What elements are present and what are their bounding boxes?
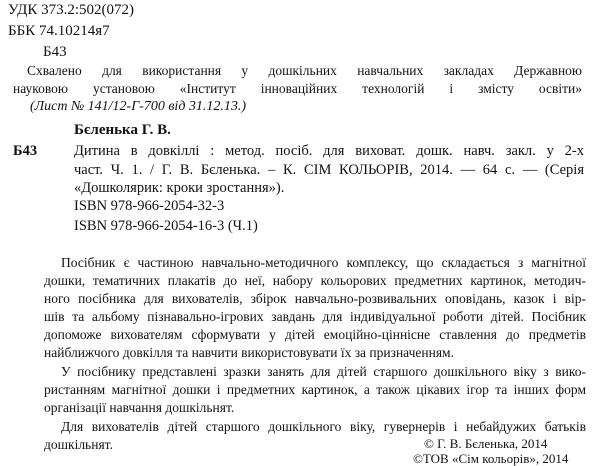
description-p1-line-4: шів та альбому пізнавально-ігрових завдань для індивідуальної роботи дітей. Посібник [44,309,586,324]
bbk-code: ББК 74.10214я7 [8,23,110,39]
approval-line-2: науковою установою «Інститут інноваційних технологій і змісту освіти» [13,81,582,96]
bibliography-line-2: част. Ч. 1. / Г. В. Бєленька. – К. СІМ КОЛЬОРІВ, 2014. — 64 с. — (Серія [74,162,584,178]
description-p2-line-3: організації навчання дошкільнят. [44,400,235,415]
description-p1-line-2: дошки, тематичних плакатів до неї, набору кольорових предметних картинок, методич- [44,273,586,288]
description-p2-line-2: ристанням магнітної дошки і предметних картинок, а також цікавих ігор та інших форм [44,382,586,397]
copyright-publisher: ©ТОВ «Сім кольорів», 2014 [413,451,569,466]
description-p3-line-1: Для вихователів дітей старшого дошкільного віку, гувернерів і небайдужих батьків [61,419,586,434]
description-p1-line-3: ного посібника для вихователів, збірок навчально-розвивальних оповідань, казок і вір- [44,291,586,306]
udk-code: УДК 373.2:502(072) [8,2,134,18]
description-p1-line-6: найближчого довкілля та навчити використовувати їх за призначенням. [44,345,454,360]
author-name: Бєленька Г. В. [74,122,171,138]
description-p1-line-1: Посібник є частиною навчально-методичного комплексу, що складається з магнітної [61,255,586,270]
isbn-series: ISBN 978-966-2054-32-3 [74,198,225,214]
approval-line-1: Схвалено для використання у дошкільних навчальних закладах Державною [27,63,582,78]
description-p1-line-5: допоможе вихователям сформувати у дітей емоційно-ціннісне ставлення до предметів [44,327,586,342]
bibliography-line-1: Дитина в довкіллі : метод. посіб. для виховат. дошк. навч. закл. у 2-х [74,143,584,159]
bibliography-line-3: «Дошколярик: кроки зростання»). [74,180,285,196]
author-mark-code: Б43 [43,44,67,60]
copyright-author: © Г. В. Бєленька, 2014 [424,436,548,451]
description-p2-line-1: У посібнику представлені зразки занять для дітей старшого дошкільного віку з вико- [61,364,586,379]
approval-letter: (Лист № 141/12-Г-700 від 31.12.13.) [30,99,247,114]
isbn-part: ISBN 978-966-2054-16-3 (Ч.1) [74,218,258,234]
bibliography-code: Б43 [13,143,38,159]
description-p3-line-2: дошкільнят. [44,437,113,452]
